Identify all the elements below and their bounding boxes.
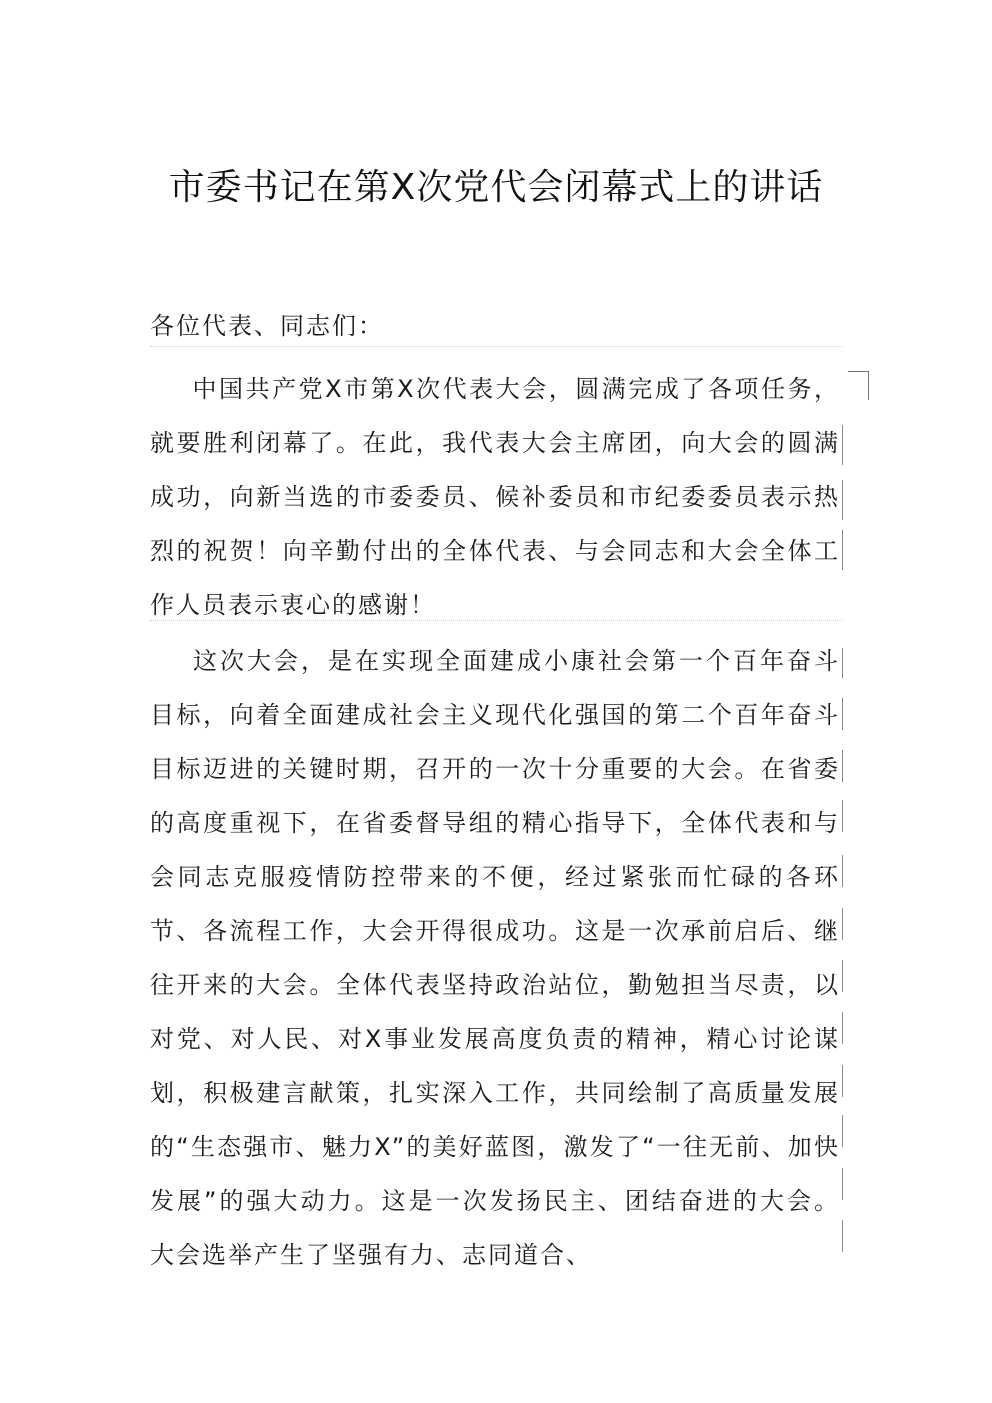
salutation: 各位代表、同志们： bbox=[150, 312, 384, 340]
text-boundary-mark bbox=[842, 1220, 843, 1252]
paragraph-divider bbox=[150, 346, 842, 347]
text-boundary-mark bbox=[842, 1065, 843, 1097]
text-boundary-mark bbox=[842, 530, 843, 570]
paragraph-2-text: 这次大会，是在实现全面建成小康社会第一个百年奋斗目标，向着全面建成社会主义现代化强国的第二个百年奋斗目标迈进的关键时期，召开的一次十分重要的大会。在省委的高度重视下，在省委督导组的精心指导下，全体代表和与会同志克服疫情防控带来的不便，经过紧张而忙碌的各环节、各流程工作，大会开得很成功。这是一次承前启后、继往开来的大会。全体代表坚持政治站位，勤勉担当尽责，以对党、对人民、对X事业发展高度负责的精神，精心讨论谋划，积极建言献策，扎实深入工作，共同绘制了高质量发展的“生态强市、魅力X”的美好蓝图，激发了“一往无前、加快发展”的强大动力。这是一次发扬民主、团结奋进的大会。大会选举产生了坚强有力、志同道合、 bbox=[150, 647, 840, 1269]
text-boundary-mark bbox=[842, 1012, 843, 1044]
paragraph-1-text: 中国共产党X市第X次代表大会，圆满完成了各项任务，就要胜利闭幕了。在此，我代表大会主席团，向大会的圆满成功，向新当选的市委委员、候补委员和市纪委委员表示热烈的祝贺！向辛勤付出的全体代表、与会同志和大会全体工作人员表示衷心的感谢！ bbox=[150, 375, 840, 619]
text-boundary-mark bbox=[842, 855, 843, 887]
text-boundary-mark bbox=[842, 1115, 843, 1147]
paragraph-divider bbox=[150, 620, 842, 621]
text-boundary-mark bbox=[842, 480, 843, 520]
text-boundary-mark bbox=[842, 648, 843, 678]
paragraph-1 bbox=[150, 362, 840, 632]
text-boundary-mark bbox=[842, 960, 843, 992]
document-title: 市委书记在第X次党代会闭幕式上的讲话 bbox=[168, 167, 824, 208]
paragraph-2 bbox=[150, 634, 840, 1282]
text-boundary-mark bbox=[842, 425, 843, 465]
text-boundary-corner-mark bbox=[848, 371, 869, 400]
text-boundary-mark bbox=[842, 1168, 843, 1200]
text-boundary-mark bbox=[842, 698, 843, 730]
text-boundary-mark bbox=[842, 750, 843, 782]
text-boundary-mark bbox=[842, 908, 843, 940]
text-boundary-mark bbox=[842, 800, 843, 832]
